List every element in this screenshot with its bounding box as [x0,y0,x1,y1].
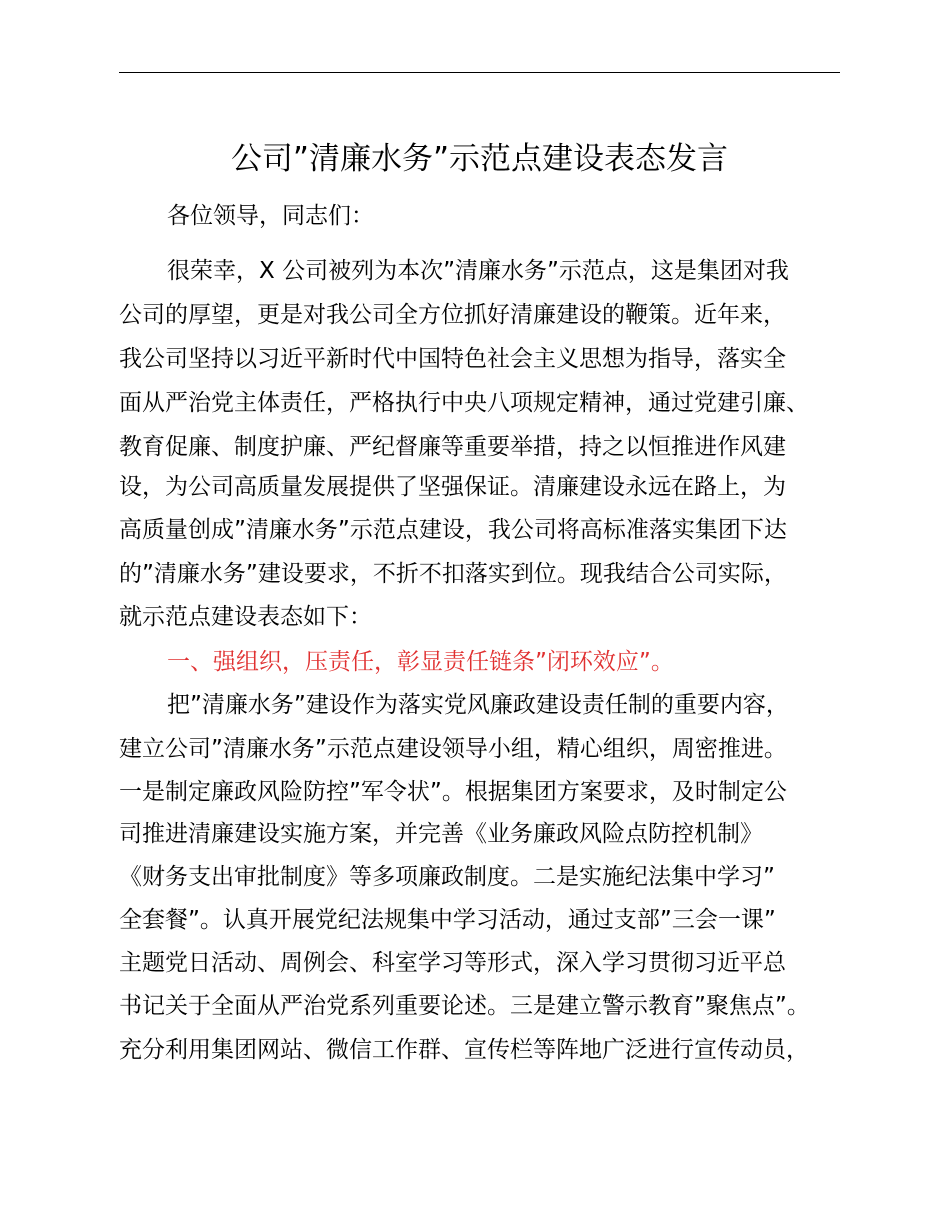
paragraph-1-line-6: 设，为公司高质量发展提供了坚强保证。清廉建设永远在路上，为 [119,474,786,500]
paragraph-1-line-2: 公司的厚望，更是对我公司全方位抓好清廉建设的鞭策。近年来， [119,302,786,328]
paragraph-1-line-1: 很荣幸，X 公司被列为本次”清廉水务”示范点，这是集团对我 [167,258,789,284]
paragraph-1-line-5: 教育促廉、制度护廉、严纪督廉等重要举措，持之以恒推进作风建 [119,434,786,460]
paragraph-2-line-1: 把”清廉水务”建设作为落实党风廉政建设责任制的重要内容， [167,692,789,718]
paragraph-1-line-8: 的”清廉水务”建设要求，不折不扣落实到位。现我结合公司实际， [119,561,787,587]
paragraph-2-line-7: 主题党日活动、周例会、科室学习等形式，深入学习贯彻习近平总 [119,950,786,976]
paragraph-2-line-2: 建立公司”清廉水务”示范点建设领导小组，精心组织，周密推进。 [119,736,787,762]
paragraph-1-line-3: 我公司坚持以习近平新时代中国特色社会主义思想为指导，落实全 [119,346,786,372]
paragraph-2-line-9: 充分利用集团网站、微信工作群、宣传栏等阵地广泛进行宣传动员， [119,1037,809,1063]
paragraph-1-line-4: 面从严治党主体责任，严格执行中央八项规定精神，通过党建引廉、 [119,390,809,416]
paragraph-2-line-3: 一是制定廉政风险防控”军令状”。根据集团方案要求，及时制定公 [119,779,787,805]
paragraph-2-line-6: 全套餐”。认真开展党纪法规集中学习活动，通过支部”三会一课” [119,907,776,933]
paragraph-1-line-9: 就示范点建设表态如下： [119,604,372,630]
paragraph-2-line-5: 《财务支出审批制度》等多项廉政制度。二是实施纪法集中学习” [119,864,775,890]
section-heading-1: 一、强组织，压责任，彰显责任链条”闭环效应”。 [167,649,674,675]
salutation: 各位领导，同志们： [167,203,374,229]
header-rule [119,72,840,73]
paragraph-1-line-7: 高质量创成”清廉水务”示范点建设，我公司将高标准落实集团下达 [119,517,787,543]
document-title: 公司”清廉水务”示范点建设表态发言 [230,141,729,177]
paragraph-2-line-8: 书记关于全面从严治党系列重要论述。三是建立警示教育”聚焦点”。 [119,993,810,1019]
paragraph-2-line-4: 司推进清廉建设实施方案，并完善《业务廉政风险点防控机制》 [119,821,763,847]
